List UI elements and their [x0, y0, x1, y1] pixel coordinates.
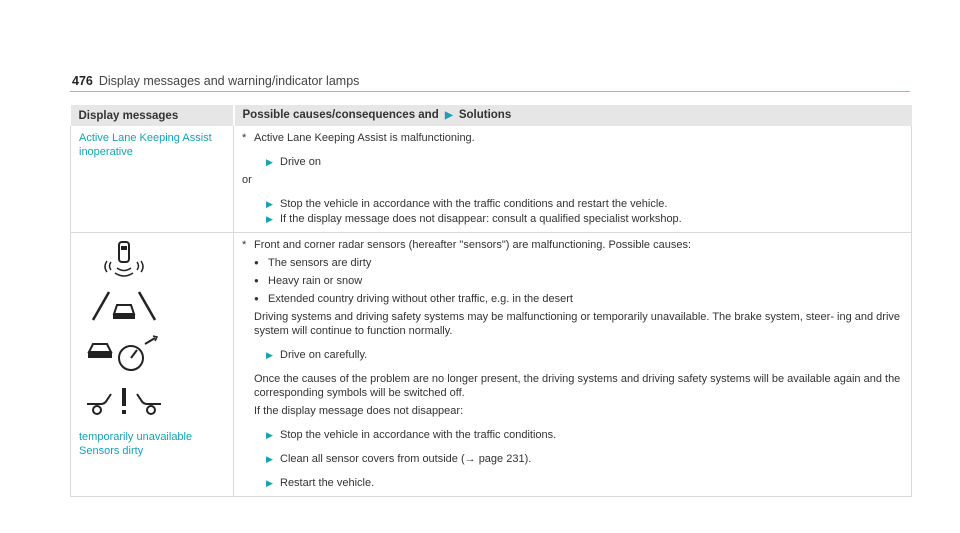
- list-item: Extended country driving without other traffic, e.g. in the desert: [268, 293, 573, 305]
- bullet-icon: ●: [254, 258, 259, 267]
- step-text: Stop the vehicle in accordance with the traffic conditions.: [280, 429, 557, 441]
- page-number: 476: [72, 74, 93, 88]
- message-sensors-dirty: Sensors dirty: [79, 445, 144, 457]
- page-title: Display messages and warning/indicator lamps: [98, 74, 360, 88]
- message-temporarily-unavailable: temporarily unavailable: [79, 431, 193, 443]
- star-marker: *: [242, 132, 247, 144]
- step-text: Drive on: [280, 156, 321, 168]
- arrow-right-icon: ▶: [266, 454, 273, 464]
- list-item: Heavy rain or snow: [268, 275, 363, 287]
- message-cell: [71, 233, 234, 497]
- col-header-display-messages: Display messages: [71, 105, 234, 126]
- step-text: Drive on carefully.: [280, 349, 368, 361]
- info-paragraph: If the display message does not disappear:: [254, 405, 464, 417]
- message-active-lane-keeping: Active Lane Keeping Assist inoperative: [79, 132, 212, 158]
- table-row: [71, 233, 912, 497]
- step-text: Clean all sensor covers from outside (→ page 231).: [280, 453, 532, 465]
- col-header-solutions: Solutions: [458, 109, 512, 121]
- or-text: or: [242, 174, 252, 186]
- arrow-right-icon: ▶: [444, 110, 453, 121]
- arrow-right-icon: ▶: [266, 430, 273, 440]
- cause-text: Active Lane Keeping Assist is malfunctioning.: [254, 132, 475, 144]
- step-text: Stop the vehicle in accordance with the traffic conditions and restart the vehicle.: [280, 198, 668, 210]
- arrow-right-icon: ▶: [266, 157, 273, 167]
- table-row: [71, 126, 912, 233]
- display-messages-table: [70, 105, 912, 497]
- arrow-right-icon: ▶: [266, 478, 273, 488]
- lane-keeping-icon: [79, 286, 169, 326]
- step-text: If the display message does not disappear: consult a qualified specialist workshop.: [280, 213, 682, 225]
- star-marker: *: [242, 239, 247, 251]
- table-header-row: [71, 105, 912, 126]
- arrow-right-icon: ▶: [266, 350, 273, 360]
- solution-cell: [234, 233, 912, 497]
- col-header-causes-solutions: [234, 105, 912, 126]
- bullet-icon: ●: [254, 294, 259, 303]
- cause-text: Front and corner radar sensors (hereafter "sensors") are malfunctioning. Possible causes:: [254, 239, 692, 251]
- solution-cell: [234, 126, 912, 233]
- bullet-icon: ●: [254, 276, 259, 285]
- list-item: The sensors are dirty: [268, 257, 372, 269]
- arrow-right-icon: ▶: [266, 214, 273, 224]
- col-header-causes: Possible causes/consequences and: [242, 109, 439, 121]
- parking-sensors-icon: [79, 238, 169, 278]
- page-header: [72, 74, 359, 88]
- distance-assist-icon: [79, 334, 169, 374]
- step-text: Restart the vehicle.: [280, 477, 375, 489]
- collision-warning-icon: [79, 382, 169, 422]
- message-cell: [71, 126, 234, 233]
- info-paragraph: Driving systems and driving safety systems may be malfunctioning or temporarily unavailable. The brake system, steer- ing and drive system will continue to function normally.: [254, 311, 901, 337]
- arrow-right-icon: ▶: [266, 199, 273, 209]
- header-divider: [70, 91, 910, 92]
- info-paragraph: Once the causes of the problem are no longer present, the driving systems and driving safety systems will be available again and the corresponding symbols will be switched off.: [254, 373, 901, 399]
